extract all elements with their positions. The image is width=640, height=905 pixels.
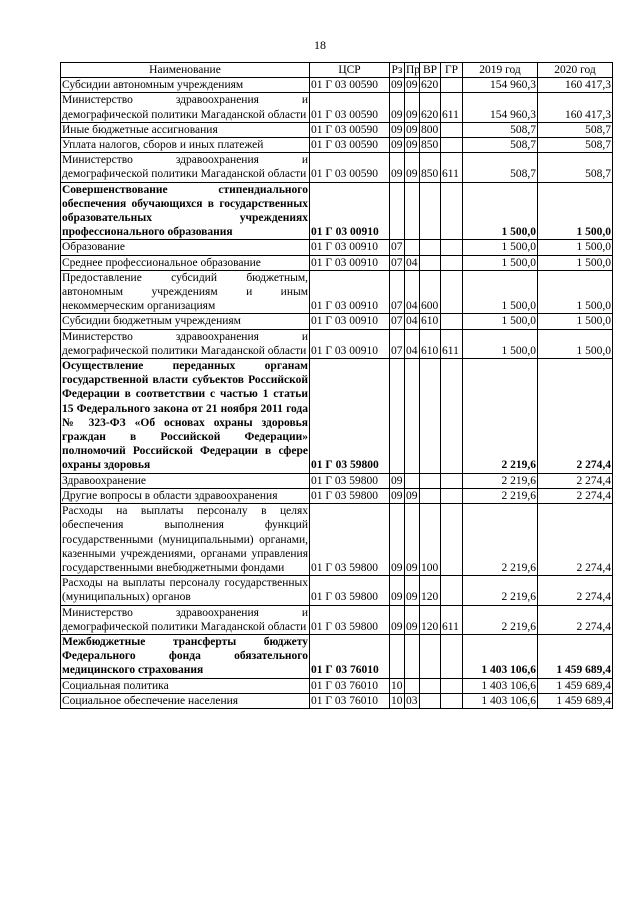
row-csr: 01 Г 03 59800 (310, 576, 390, 605)
row-gr (441, 678, 463, 693)
row-gr: 611 (441, 329, 463, 358)
row-name: Межбюджетные трансферты бюджету Федерального фонда обязательного медицинского страхования (62, 635, 308, 677)
row-csr: 01 Г 03 76010 (310, 693, 390, 708)
page-number: 18 (314, 38, 326, 52)
row-pr (405, 182, 420, 240)
row-name: Образование (61, 240, 310, 255)
row-pr: 09 (405, 153, 420, 182)
row-2020: 508,7 (538, 122, 613, 137)
row-rz: 09 (391, 474, 403, 487)
row-2019: 508,7 (463, 138, 538, 153)
table-row (61, 122, 613, 137)
row-csr: 01 Г 03 00910 (310, 255, 390, 270)
table-row (61, 78, 613, 93)
row-2019: 1 500,0 (463, 255, 538, 270)
row-rz: 09 (390, 153, 405, 182)
row-vr: 850 (420, 153, 441, 182)
row-name: Среднее профессиональное образование (61, 255, 310, 270)
table-row (61, 634, 613, 678)
header-rz: Рз (390, 63, 405, 78)
row-name: Совершенствование стипендиального обеспечения обучающихся в государственных образовательных учреждениях профессионального образования (62, 183, 308, 239)
header-2020: 2020 год (538, 63, 613, 78)
row-csr: 01 Г 03 00910 (310, 182, 390, 240)
row-pr: 09 (405, 576, 420, 605)
row-vr (420, 473, 441, 488)
row-rz: 09 (391, 79, 403, 92)
row-pr: 09 (406, 79, 418, 92)
row-2019: 1 500,0 (463, 240, 538, 255)
row-2019: 1 403 106,6 (463, 634, 538, 678)
row-csr: 01 Г 03 00910 (310, 329, 390, 358)
table-body (61, 78, 613, 709)
row-rz: 09 (390, 504, 405, 576)
row-2019: 2 219,6 (463, 488, 538, 503)
table-row (61, 605, 613, 634)
row-vr: 610 (420, 314, 441, 329)
header-vr: ВР (420, 63, 441, 78)
table-header-row (61, 63, 613, 78)
row-csr: 01 Г 03 00590 (310, 153, 390, 182)
row-gr (441, 634, 463, 678)
row-rz: 09 (391, 489, 403, 502)
row-rz: 09 (391, 123, 403, 136)
table-row (61, 488, 613, 503)
row-vr: 800 (420, 122, 441, 137)
row-2019: 2 219,6 (463, 473, 538, 488)
row-rz: 10 (391, 694, 403, 707)
row-gr (441, 504, 463, 576)
row-name: Министерство здравоохранения и демографической политики Магаданской области (62, 606, 308, 633)
row-rz: 07 (391, 315, 403, 328)
row-rz: 09 (390, 576, 405, 605)
row-csr: 01 Г 03 59800 (310, 605, 390, 634)
row-2019: 508,7 (463, 153, 538, 182)
table-row (61, 255, 613, 270)
table-row (61, 473, 613, 488)
row-2020: 1 500,0 (538, 314, 613, 329)
row-2019: 2 219,6 (463, 504, 538, 576)
budget-table (60, 62, 613, 709)
header-pr: Пр (406, 64, 421, 76)
row-name: Расходы на выплаты персоналу в целях обеспечения выполнения функций государственными (муниципальными) органами, казенными учреждениями, органами управления государственными внебюджетными фондами (62, 505, 308, 574)
row-pr: 09 (406, 139, 418, 152)
row-vr (420, 634, 441, 678)
row-vr (420, 678, 441, 693)
row-2020: 2 274,4 (538, 488, 613, 503)
row-name: Здравоохранение (61, 473, 310, 488)
header-csr: ЦСР (310, 63, 390, 78)
row-csr: 01 Г 03 59800 (310, 359, 390, 474)
row-vr: 850 (420, 138, 441, 153)
row-gr (441, 138, 463, 153)
row-pr (405, 678, 420, 693)
row-rz: 09 (390, 93, 405, 122)
row-csr: 01 Г 03 00910 (310, 240, 390, 255)
row-pr: 03 (406, 694, 418, 707)
row-rz: 07 (390, 329, 405, 358)
table-row (61, 329, 613, 358)
row-gr: 611 (441, 605, 463, 634)
row-csr: 01 Г 03 59800 (310, 504, 390, 576)
row-pr: 04 (406, 256, 418, 269)
row-name: Министерство здравоохранения и демографической политики Магаданской области (62, 154, 308, 181)
row-2019: 508,7 (463, 122, 538, 137)
row-vr: 100 (420, 504, 441, 576)
row-pr: 04 (405, 270, 420, 314)
row-2020: 1 459 689,4 (538, 678, 613, 693)
table-row (61, 93, 613, 122)
row-pr: 09 (405, 93, 420, 122)
table-row (61, 576, 613, 605)
row-rz (390, 182, 405, 240)
row-pr (405, 359, 420, 474)
row-name: Предоставление субсидий бюджетным, автономным учреждениям и иным некоммерческим организациям (62, 271, 308, 313)
row-csr: 01 Г 03 76010 (310, 634, 390, 678)
row-pr: 09 (405, 605, 420, 634)
row-pr: 09 (405, 504, 420, 576)
row-rz: 07 (390, 270, 405, 314)
row-gr (441, 78, 463, 93)
row-2020: 1 459 689,4 (538, 634, 613, 678)
row-gr (441, 255, 463, 270)
row-gr (441, 693, 463, 708)
row-name: Осуществление переданных органам государственной власти субъектов Российской Федерации в соответствии с частью 1 статьи 15 Федерального закона от 21 ноября 2011 года № 323-ФЗ «Об основах охраны здоровья граждан в Российской Федерации» полномочий Российской Федерации в сфере охраны здоровья (62, 360, 308, 472)
table-row (61, 504, 613, 576)
row-name: Министерство здравоохранения и демографической политики Магаданской области (62, 330, 308, 357)
table-row (61, 270, 613, 314)
row-gr (441, 314, 463, 329)
row-2019: 2 219,6 (463, 359, 538, 474)
row-vr: 610 (420, 329, 441, 358)
row-rz: 07 (391, 241, 403, 254)
row-gr (441, 359, 463, 474)
row-2019: 1 500,0 (463, 270, 538, 314)
row-name: Другие вопросы в области здравоохранения (61, 488, 310, 503)
row-vr: 120 (420, 576, 441, 605)
header-name: Наименование (61, 63, 310, 78)
row-name: Субсидии автономным учреждениям (61, 78, 310, 93)
row-vr (420, 359, 441, 474)
row-vr (420, 182, 441, 240)
row-gr (441, 182, 463, 240)
table-row (61, 314, 613, 329)
row-csr: 01 Г 03 00590 (310, 122, 390, 137)
row-name: Министерство здравоохранения и демографической политики Магаданской области (62, 94, 308, 121)
header-gr: ГР (441, 63, 463, 78)
row-gr: 611 (441, 153, 463, 182)
table-row (61, 138, 613, 153)
row-2019: 1 403 106,6 (463, 693, 538, 708)
row-gr (441, 488, 463, 503)
row-2020: 1 500,0 (538, 182, 613, 240)
row-2020: 2 274,4 (538, 359, 613, 474)
row-pr (405, 240, 420, 255)
row-name: Субсидии бюджетным учреждениям (61, 314, 310, 329)
row-rz: 07 (391, 256, 403, 269)
row-pr: 09 (406, 489, 418, 502)
row-2020: 1 500,0 (538, 270, 613, 314)
row-2019: 2 219,6 (463, 605, 538, 634)
row-2019: 2 219,6 (463, 576, 538, 605)
table-row (61, 182, 613, 240)
row-pr: 09 (406, 123, 418, 136)
row-2020: 1 459 689,4 (538, 693, 613, 708)
row-vr: 600 (420, 270, 441, 314)
row-csr: 01 Г 03 59800 (310, 473, 390, 488)
row-name: Иные бюджетные ассигнования (61, 122, 310, 137)
row-2020: 508,7 (538, 138, 613, 153)
row-vr (420, 240, 441, 255)
row-vr (420, 255, 441, 270)
row-vr: 120 (420, 605, 441, 634)
row-rz: 10 (391, 679, 403, 692)
row-rz (390, 359, 405, 474)
row-csr: 01 Г 03 00590 (310, 138, 390, 153)
table-row (61, 678, 613, 693)
row-pr (405, 473, 420, 488)
row-vr: 620 (420, 93, 441, 122)
row-name: Расходы на выплаты персоналу государственных (муниципальных) органов (62, 577, 308, 604)
row-vr: 620 (420, 78, 441, 93)
row-2020: 2 274,4 (538, 605, 613, 634)
row-csr: 01 Г 03 00590 (310, 78, 390, 93)
row-gr (441, 122, 463, 137)
row-2019: 1 500,0 (463, 182, 538, 240)
row-2020: 1 500,0 (538, 329, 613, 358)
row-2020: 1 500,0 (538, 255, 613, 270)
row-2020: 160 417,3 (538, 93, 613, 122)
row-vr (420, 488, 441, 503)
row-csr: 01 Г 03 76010 (310, 678, 390, 693)
row-gr: 611 (441, 93, 463, 122)
row-csr: 01 Г 03 00590 (310, 93, 390, 122)
row-pr: 04 (405, 329, 420, 358)
row-2019: 154 960,3 (463, 93, 538, 122)
row-2019: 154 960,3 (463, 78, 538, 93)
table-row (61, 153, 613, 182)
row-2019: 1 403 106,6 (463, 678, 538, 693)
row-csr: 01 Г 03 00910 (310, 270, 390, 314)
row-2020: 2 274,4 (538, 473, 613, 488)
row-pr: 04 (406, 315, 418, 328)
header-2019: 2019 год (463, 63, 538, 78)
row-2019: 1 500,0 (463, 329, 538, 358)
row-rz: 09 (390, 605, 405, 634)
row-csr: 01 Г 03 00910 (310, 314, 390, 329)
row-2020: 160 417,3 (538, 78, 613, 93)
table-row (61, 359, 613, 474)
row-name: Социальная политика (61, 678, 310, 693)
table-row (61, 693, 613, 708)
row-name: Уплата налогов, сборов и иных платежей (61, 138, 310, 153)
table-row (61, 240, 613, 255)
row-2020: 2 274,4 (538, 576, 613, 605)
row-csr: 01 Г 03 59800 (310, 488, 390, 503)
row-gr (441, 473, 463, 488)
row-2020: 2 274,4 (538, 504, 613, 576)
row-2020: 1 500,0 (538, 240, 613, 255)
row-2020: 508,7 (538, 153, 613, 182)
row-pr (405, 634, 420, 678)
row-name: Социальное обеспечение населения (61, 693, 310, 708)
row-gr (441, 576, 463, 605)
row-gr (441, 270, 463, 314)
row-vr (420, 693, 441, 708)
row-rz: 09 (391, 139, 403, 152)
row-gr (441, 240, 463, 255)
row-rz (390, 634, 405, 678)
row-2019: 1 500,0 (463, 314, 538, 329)
